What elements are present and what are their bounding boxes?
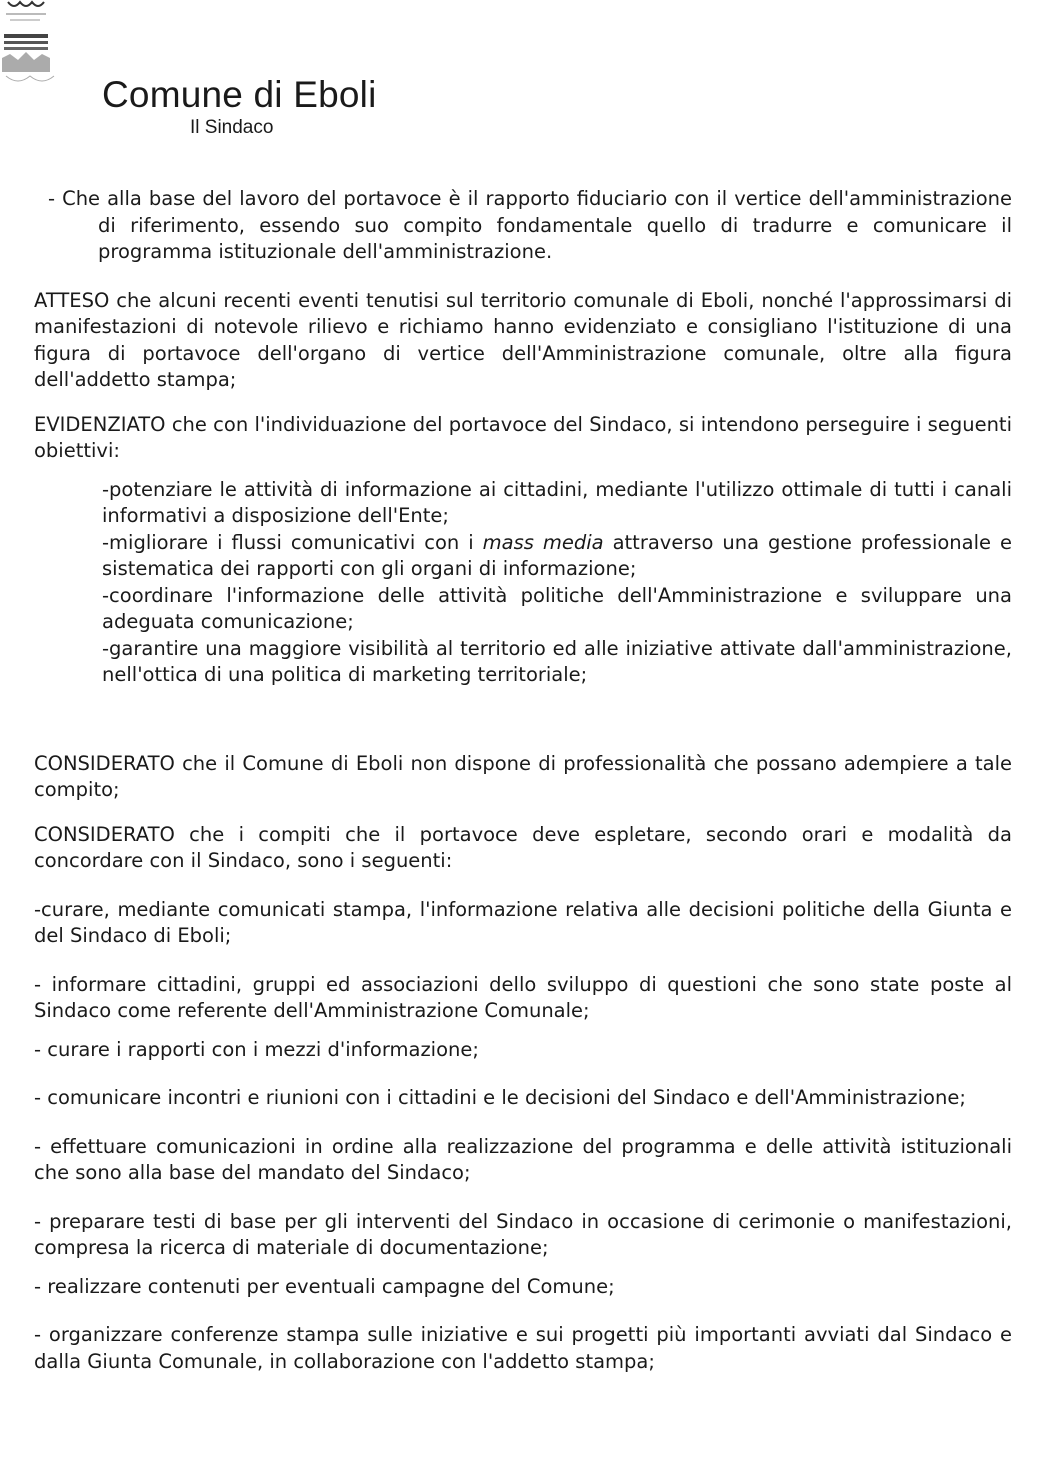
intro-clause: - Che alla base del lavoro del portavoce è il rapporto fiduciario con il vertice dell'amministrazione di riferimento, essendo suo compito fondamentale quello di tradurre e comunicare il programma istituzionale dell'amministrazione.	[48, 187, 1012, 263]
list-item-text: -migliorare i flussi comunicativi con i	[102, 530, 483, 554]
considerato-paragraph-2	[34, 822, 1012, 875]
list-item: -coordinare l'informazione delle attività politiche dell'Amministrazione e sviluppare una adeguata comunicazione;	[102, 583, 1012, 633]
considerato-text: che i compiti che il portavoce deve espletare, secondo orari e modalità da concordare con il Sindaco, sono i seguenti:	[34, 822, 1012, 872]
task-item: - comunicare incontri e riunioni con i cittadini e le decisioni del Sindaco e dell'Amministrazione;	[34, 1086, 966, 1109]
list-item	[102, 530, 1012, 583]
list-item-text: attraverso una gestione professionale e sistematica dei rapporti con gli organi di informazione;	[102, 530, 1012, 580]
objectives-list	[102, 477, 1012, 689]
task-item: -curare, mediante comunicati stampa, l'informazione relativa alle decisioni politiche della Giunta e del Sindaco di Eboli;	[34, 897, 1012, 947]
task-item: - preparare testi di base per gli interventi del Sindaco in occasione di cerimonie o manifestazioni, compresa la ricerca di materiale di documentazione;	[34, 1209, 1012, 1259]
task-item: - informare cittadini, gruppi ed associazioni dello sviluppo di questioni che sono state poste al Sindaco come referente dell'Amministrazione Comunale;	[34, 972, 1012, 1022]
document-body	[34, 186, 1012, 1393]
list-item: -garantire una maggiore visibilità al territorio ed alle iniziative attivate dall'amministrazione, nell'ottica di una politica di marketing territoriale;	[102, 636, 1012, 686]
page-subtitle: Il Sindaco	[190, 116, 274, 138]
page-title: Comune di Eboli	[102, 74, 377, 115]
considerato-paragraph-1	[34, 751, 1012, 804]
task-item: - realizzare contenuti per eventuali campagne del Comune;	[34, 1274, 615, 1298]
list-item-emphasis: mass media	[482, 530, 604, 554]
evidenziato-lead: EVIDENZIATO	[34, 412, 166, 436]
municipal-crest-icon	[0, 0, 62, 92]
atteso-paragraph	[34, 288, 1012, 394]
considerato-lead: CONSIDERATO	[34, 822, 175, 846]
task-item: - curare i rapporti con i mezzi d'informazione;	[34, 1037, 479, 1061]
atteso-text: che alcuni recenti eventi tenutisi sul territorio comunale di Eboli, nonché l'approssimarsi di manifestazioni di notevole rilievo e richiamo hanno evidenziato e consigliano l'istituzione di una figura di portavoce dell'organo di vertice dell'Amministrazione comunale, oltre alla figura dell'addetto stampa;	[34, 288, 1012, 391]
atteso-lead: ATTESO	[34, 288, 110, 312]
letterhead	[102, 76, 376, 139]
considerato-text: che il Comune di Eboli non dispone di professionalità che possano adempiere a tale compito;	[34, 751, 1012, 801]
task-item: - organizzare conferenze stampa sulle iniziative e sui progetti più importanti avviati dal Sindaco e dalla Giunta Comunale, in collaborazione con l'addetto stampa;	[34, 1323, 1012, 1373]
evidenziato-paragraph	[34, 412, 1012, 465]
list-item: -potenziare le attività di informazione ai cittadini, mediante l'utilizzo ottimale di tutti i canali informativi a disposizione dell'Ente;	[102, 477, 1012, 527]
considerato-lead: CONSIDERATO	[34, 751, 175, 775]
evidenziato-text: che con l'individuazione del portavoce del Sindaco, si intendono perseguire i seguenti obiettivi:	[34, 412, 1012, 462]
task-item: - effettuare comunicazioni in ordine alla realizzazione del programma e delle attività istituzionali che sono alla base del mandato del Sindaco;	[34, 1134, 1012, 1184]
